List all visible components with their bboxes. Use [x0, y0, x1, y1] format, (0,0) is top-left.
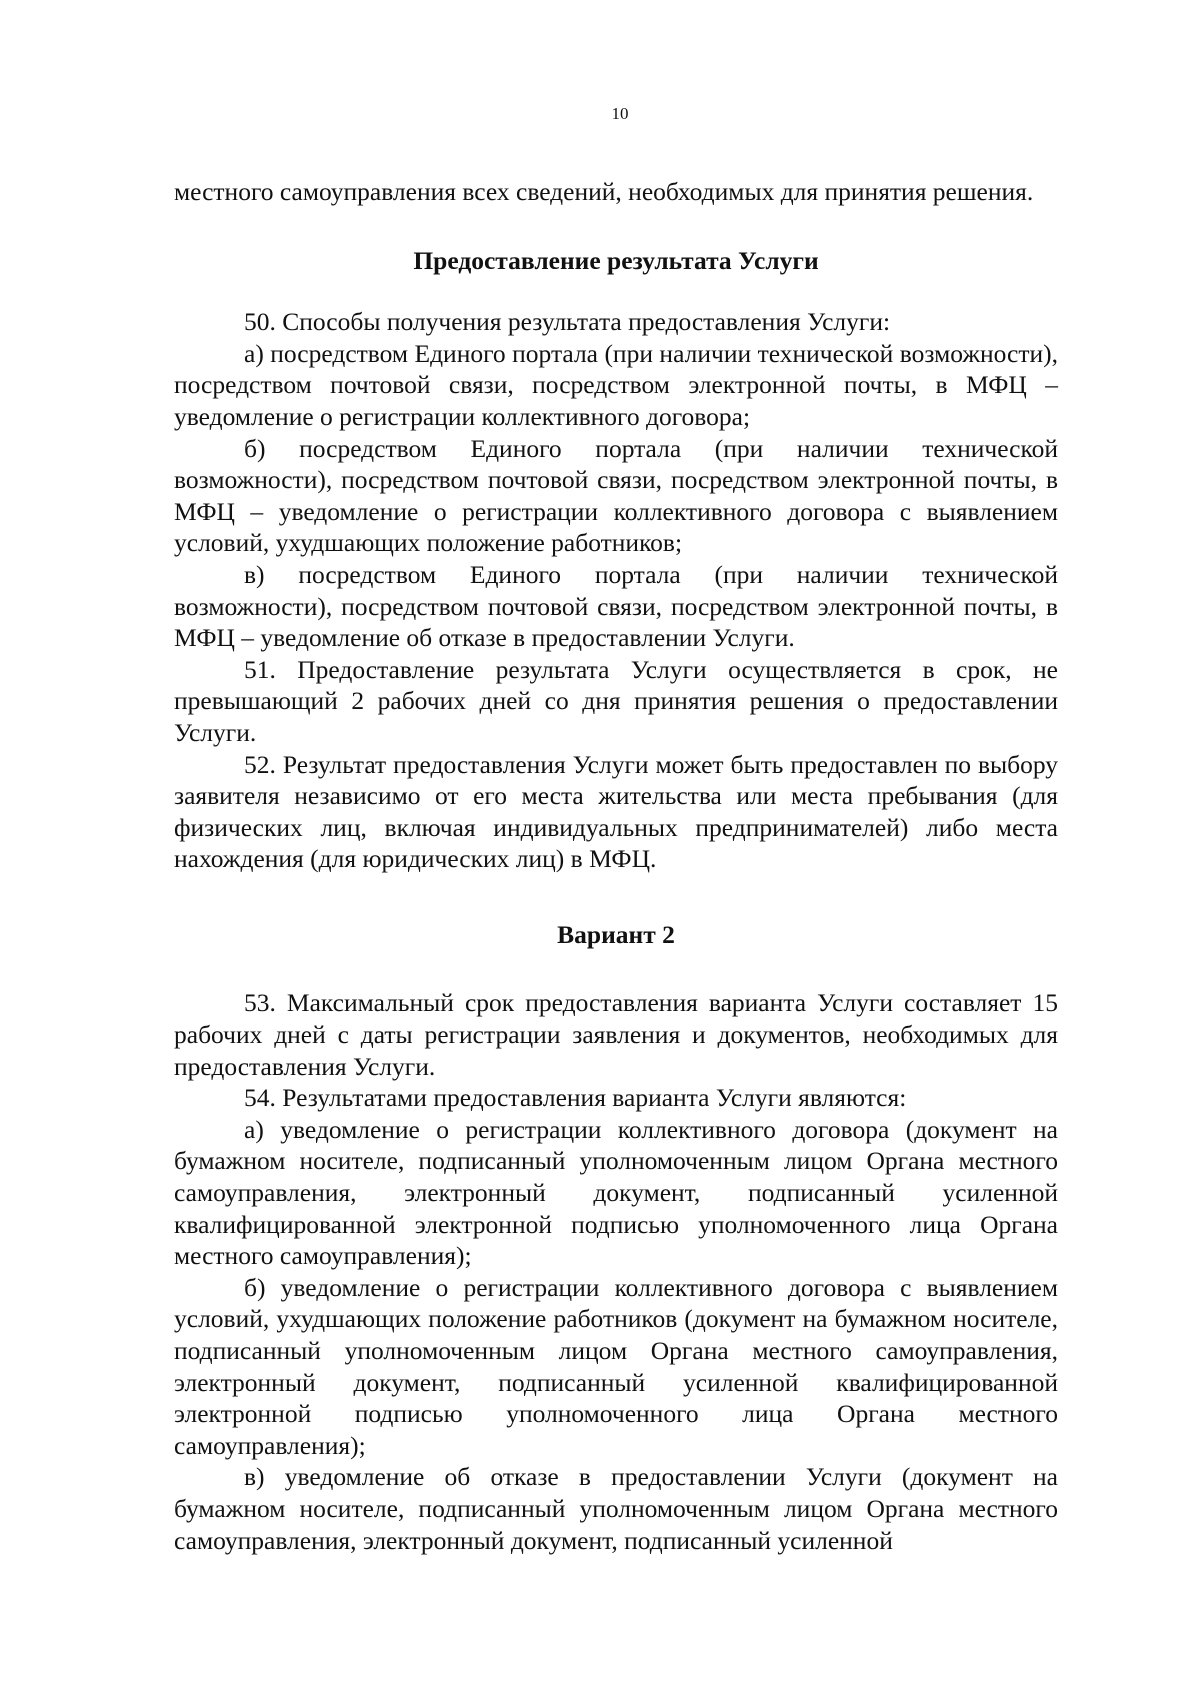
continuation-paragraph: местного самоуправления всех сведений, необходимых для принятия решения. [174, 177, 1034, 206]
paragraph-53: 53. Максимальный срок предоставления варианта Услуги составляет 15 рабочих дней с даты регистрации заявления и документов, необходимых для предоставления Услуги. [174, 988, 1058, 1081]
paragraph-50-v: в) посредством Единого портала (при наличии технической возможности), посредством почтовой связи, посредством электронной почты, в МФЦ – уведомление об отказе в предоставлении Услуги. [174, 559, 1058, 653]
document-body [174, 176, 1058, 1556]
paragraph-50: 50. Способы получения результата предоставления Услуги: [244, 307, 891, 337]
paragraph-54: 54. Результатами предоставления варианта Услуги являются: [244, 1083, 907, 1113]
paragraph-52: 52. Результат предоставления Услуги может быть предоставлен по выбору заявителя независимо от его места жительства или места пребывания (для физических лиц, включая индивидуальных предпринимателей) либо места нахождения (для юридических лиц) в МФЦ. [174, 749, 1058, 874]
page-number: 10 [611, 104, 629, 123]
paragraph-54-a: а) уведомление о регистрации коллективного договора (документ на бумажном носителе, подписанный уполномоченным лицом Органа местного самоуправления, электронный документ, подписанный усиленной квалифицированной электронной подписью уполномоченного лица Органа местного самоуправления); [174, 1114, 1058, 1271]
paragraph-50-a: а) посредством Единого портала (при наличии технической возможности), посредством почтовой связи, посредством электронной почты, в МФЦ – уведомление о регистрации коллективного договора; [174, 338, 1058, 431]
paragraph-54-v: в) уведомление об отказе в предоставлении Услуги (документ на бумажном носителе, подписанный уполномоченным лицом Органа местного самоуправления, электронный документ, подписанный усиленной [174, 1462, 1058, 1555]
section-heading-result: Предоставление результата Услуги [413, 245, 819, 275]
paragraph-50-b: б) посредством Единого портала (при наличии технической возможности), посредством почтовой связи, посредством электронной почты, в МФЦ – уведомление о регистрации коллективного договора с выявлением условий, ухудшающих положение работников; [174, 433, 1058, 558]
paragraph-51: 51. Предоставление результата Услуги осуществляется в срок, не превышающий 2 рабочих дней со дня принятия решения о предоставлении Услуги. [174, 654, 1058, 747]
section-heading-variant-2: Вариант 2 [557, 919, 675, 949]
paragraph-54-b: б) уведомление о регистрации коллективного договора с выявлением условий, ухудшающих положение работников (документ на бумажном носителе, подписанный уполномоченным лицом Органа местного самоуправления, электронный документ, подписанный усиленной квалифицированной электронной подписью уполномоченного лица Органа местного самоуправления); [174, 1272, 1058, 1460]
